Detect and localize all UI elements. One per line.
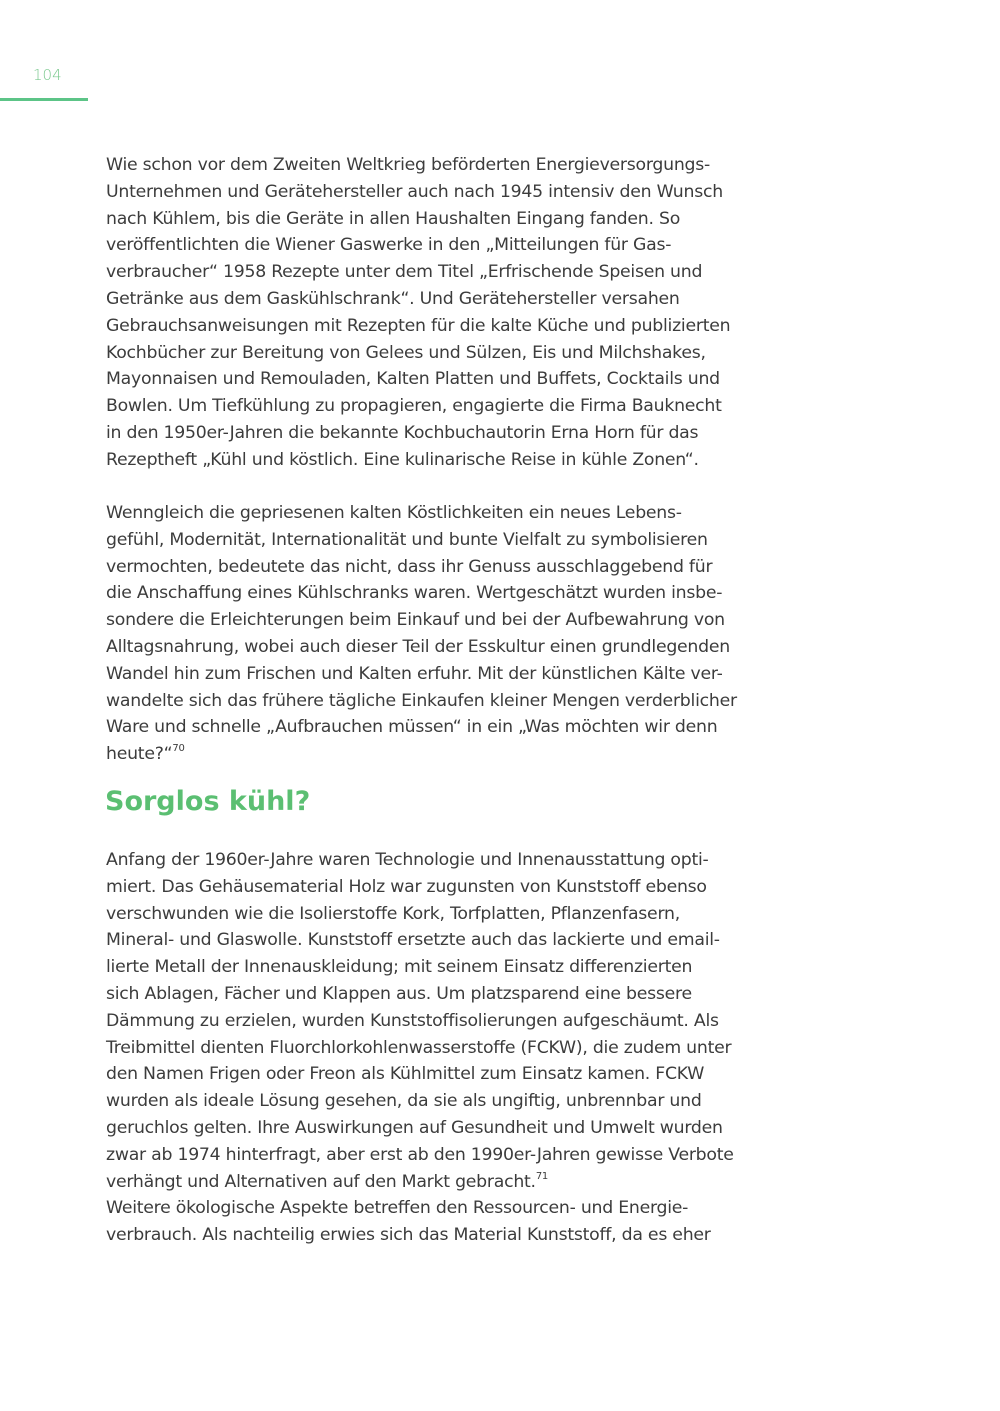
text-line bbox=[106, 1195, 734, 1222]
text-line bbox=[106, 500, 737, 527]
text-line bbox=[106, 554, 737, 581]
line-text: verbrauch. Als nachteilig erwies sich das Material Kunststoff, da es eher bbox=[106, 1225, 711, 1246]
section-heading: Sorglos kühl? bbox=[105, 786, 311, 817]
line-text: sich Ablagen, Fächer und Klappen aus. Um platzsparend eine bessere bbox=[106, 983, 692, 1004]
paragraph-3 bbox=[106, 847, 734, 1249]
text-line bbox=[106, 1115, 734, 1142]
text-line bbox=[106, 741, 737, 768]
line-text: wurden als ideale Lösung gesehen, da sie als ungiftig, unbrennbar und bbox=[106, 1091, 702, 1112]
text-line bbox=[106, 954, 734, 981]
text-line bbox=[106, 179, 730, 206]
line-text: Wie schon vor dem Zweiten Weltkrieg beförderten Energieversorgungs- bbox=[106, 155, 710, 175]
line-text: Unternehmen und Gerätehersteller auch nach 1945 intensiv den Wunsch bbox=[106, 181, 723, 202]
text-line bbox=[106, 1222, 734, 1249]
line-text: den Namen Frigen oder Freon als Kühlmittel zum Einsatz kamen. FCKW bbox=[106, 1064, 705, 1085]
line-text: gefühl, Modernität, Internationalität und bunte Vielfalt zu symbolisieren bbox=[106, 529, 708, 550]
text-line bbox=[106, 1142, 734, 1169]
text-line bbox=[106, 1061, 734, 1088]
text-line bbox=[106, 447, 730, 474]
line-text: wandelte sich das frühere tägliche Einkaufen kleiner Mengen verderblicher bbox=[106, 690, 737, 711]
line-text: die Anschaffung eines Kühlschranks waren. Wertgeschätzt wurden insbe- bbox=[106, 583, 723, 604]
page-number: 104 bbox=[33, 66, 62, 84]
text-line bbox=[106, 688, 737, 715]
text-line bbox=[106, 1035, 734, 1062]
line-text: verschwunden wie die Isolierstoffe Kork, Torfplatten, Pflanzenfasern, bbox=[106, 903, 680, 924]
footnote-ref[interactable]: 71 bbox=[535, 1170, 549, 1182]
line-text: in den 1950er-Jahren die bekannte Kochbuchautorin Erna Horn für das bbox=[106, 422, 699, 443]
line-text: Dämmung zu erzielen, wurden Kunststoffisolierungen aufgeschäumt. Als bbox=[106, 1010, 719, 1031]
line-text: Mineral- und Glaswolle. Kunststoff ersetzte auch das lackierte und email- bbox=[106, 930, 720, 951]
text-line bbox=[106, 259, 730, 286]
text-line bbox=[106, 340, 730, 367]
line-text: geruchlos gelten. Ihre Auswirkungen auf Gesundheit und Umwelt wurden bbox=[106, 1117, 723, 1138]
text-line bbox=[106, 232, 730, 259]
text-line bbox=[106, 981, 734, 1008]
text-line bbox=[106, 286, 730, 313]
paragraph-1 bbox=[106, 152, 730, 474]
header-rule bbox=[0, 98, 88, 101]
line-text: sondere die Erleichterungen beim Einkauf und bei der Aufbewahrung von bbox=[106, 610, 725, 631]
text-line bbox=[106, 580, 737, 607]
text-line bbox=[106, 393, 730, 420]
line-text: nach Kühlem, bis die Geräte in allen Haushalten Eingang fanden. So bbox=[106, 208, 681, 229]
text-line bbox=[106, 366, 730, 393]
line-text: verhängt und Alternativen auf den Markt gebracht. bbox=[106, 1171, 536, 1192]
line-text: Ware und schnelle „Aufbrauchen müssen“ in ein „Was möchten wir denn bbox=[106, 717, 718, 738]
text-line bbox=[106, 874, 734, 901]
text-line bbox=[106, 420, 730, 447]
text-line bbox=[106, 901, 734, 928]
line-text: Weitere ökologische Aspekte betreffen den Ressourcen- und Energie- bbox=[106, 1198, 689, 1219]
line-text: Getränke aus dem Gaskühlschrank“. Und Gerätehersteller versahen bbox=[106, 288, 680, 309]
line-text: Anfang der 1960er-Jahre waren Technologie und Innenausstattung opti- bbox=[106, 850, 709, 870]
line-text: Mayonnaisen und Remouladen, Kalten Platten und Buffets, Cocktails und bbox=[106, 369, 720, 390]
line-text: vermochten, bedeutete das nicht, dass ihr Genuss ausschlaggebend für bbox=[106, 556, 713, 577]
line-text: Wandel hin zum Frischen und Kalten erfuhr. Mit der künstlichen Kälte ver- bbox=[106, 663, 723, 684]
text-line bbox=[106, 313, 730, 340]
footnote-ref[interactable]: 70 bbox=[172, 743, 185, 755]
text-line bbox=[106, 927, 734, 954]
line-text: Wenngleich die gepriesenen kalten Köstlichkeiten ein neues Lebens- bbox=[106, 503, 682, 523]
line-text: heute?“ bbox=[106, 744, 173, 765]
text-line bbox=[106, 634, 737, 661]
line-text: zwar ab 1974 hinterfragt, aber erst ab den 1990er-Jahren gewisse Verbote bbox=[106, 1144, 734, 1165]
text-line bbox=[106, 847, 734, 874]
text-line bbox=[106, 152, 730, 179]
line-text: Bowlen. Um Tiefkühlung zu propagieren, engagierte die Firma Bauknecht bbox=[106, 396, 722, 417]
text-line bbox=[106, 714, 737, 741]
line-text: miert. Das Gehäusematerial Holz war zugunsten von Kunststoff ebenso bbox=[106, 876, 707, 897]
line-text: Alltagsnahrung, wobei auch dieser Teil der Esskultur einen grundlegenden bbox=[106, 636, 730, 657]
text-line bbox=[106, 1169, 734, 1196]
text-line bbox=[106, 527, 737, 554]
line-text: veröffentlichten die Wiener Gaswerke in den „Mitteilungen für Gas- bbox=[106, 235, 672, 256]
text-line bbox=[106, 1088, 734, 1115]
line-text: Treibmittel dienten Fluorchlorkohlenwasserstoffe (FCKW), die zudem unter bbox=[106, 1037, 732, 1058]
text-line bbox=[106, 661, 737, 688]
line-text: lierte Metall der Innenauskleidung; mit seinem Einsatz differenzierten bbox=[106, 957, 693, 978]
line-text: verbraucher“ 1958 Rezepte unter dem Titel „Erfrischende Speisen und bbox=[106, 262, 703, 283]
text-line bbox=[106, 1008, 734, 1035]
paragraph-2 bbox=[106, 500, 737, 768]
line-text: Kochbücher zur Bereitung von Gelees und Sülzen, Eis und Milchshakes, bbox=[106, 342, 706, 363]
text-line bbox=[106, 206, 730, 233]
line-text: Gebrauchsanweisungen mit Rezepten für die kalte Küche und publizierten bbox=[106, 315, 731, 336]
line-text: Rezeptheft „Kühl und köstlich. Eine kulinarische Reise in kühle Zonen“. bbox=[106, 449, 699, 470]
text-line bbox=[106, 607, 737, 634]
